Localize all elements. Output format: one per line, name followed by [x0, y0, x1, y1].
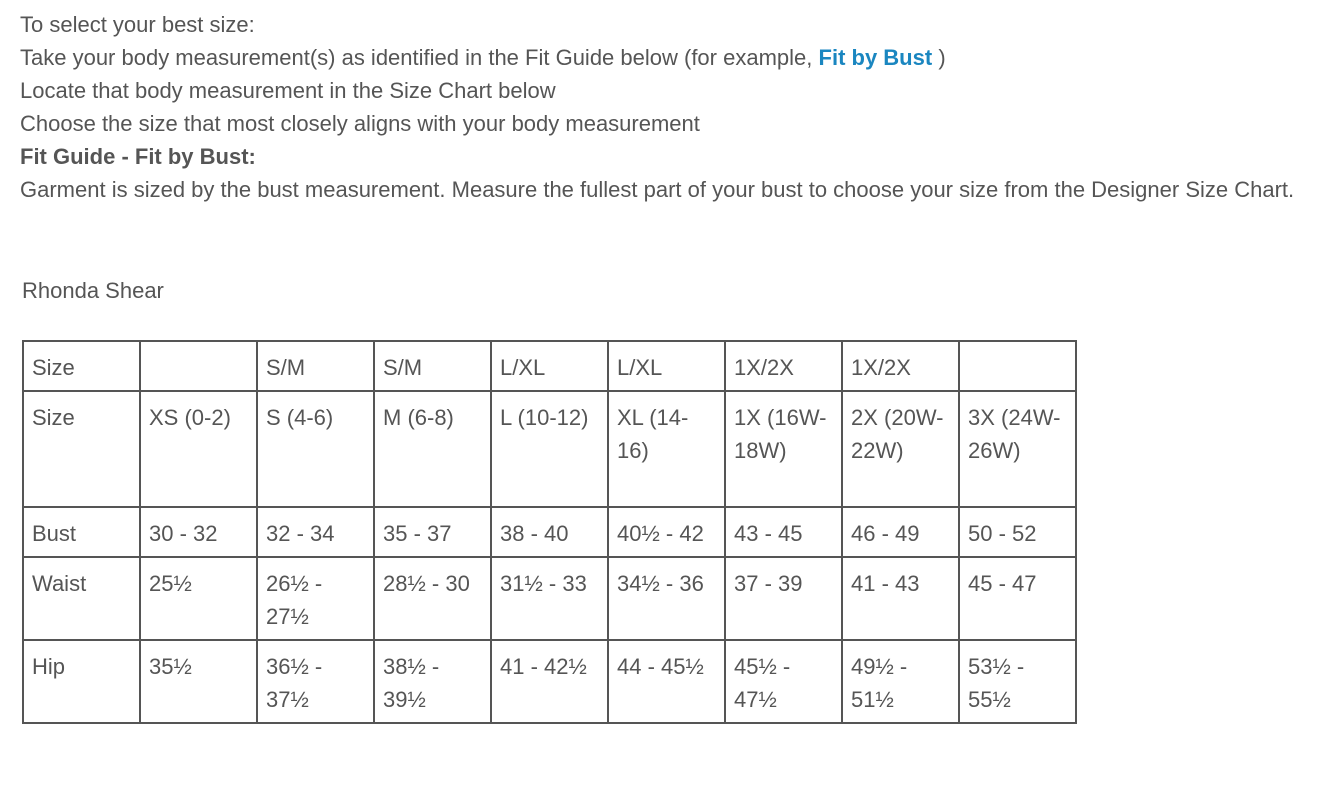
- size-row: [23, 391, 1076, 507]
- table-cell: XL (14-16): [608, 391, 725, 507]
- bust-row: [23, 507, 1076, 557]
- instruction-line-2-close: ): [938, 45, 946, 70]
- fit-guide-text: Garment is sized by the bust measurement. Measure the fullest part of your bust to choose your size from the Designer Size Chart.: [20, 177, 1295, 202]
- table-cell: 38½ - 39½: [374, 640, 491, 723]
- table-cell: 1X/2X: [842, 341, 959, 391]
- table-cell: [140, 341, 257, 391]
- table-cell: 45 - 47: [959, 557, 1076, 640]
- table-cell: 26½ - 27½: [257, 557, 374, 640]
- table-cell: 34½ - 36: [608, 557, 725, 640]
- row-label: Waist: [23, 557, 140, 640]
- table-cell: 3X (24W-26W): [959, 391, 1076, 507]
- hip-row: [23, 640, 1076, 723]
- table-cell: 44 - 45½: [608, 640, 725, 723]
- table-cell: 36½ - 37½: [257, 640, 374, 723]
- row-label: Size: [23, 341, 140, 391]
- table-cell: 32 - 34: [257, 507, 374, 557]
- table-cell: 50 - 52: [959, 507, 1076, 557]
- table-cell: 28½ - 30: [374, 557, 491, 640]
- size-instructions: [20, 8, 1310, 206]
- table-cell: S/M: [374, 341, 491, 391]
- table-cell: M (6-8): [374, 391, 491, 507]
- row-label: Hip: [23, 640, 140, 723]
- instruction-line-3: Locate that body measurement in the Size Chart below: [20, 78, 556, 103]
- table-cell: 43 - 45: [725, 507, 842, 557]
- fit-by-bust-link[interactable]: Fit by Bust: [818, 45, 933, 70]
- instruction-line-4: Choose the size that most closely aligns with your body measurement: [20, 111, 700, 136]
- row-label: Bust: [23, 507, 140, 557]
- table-cell: 40½ - 42: [608, 507, 725, 557]
- instruction-line-1: To select your best size:: [20, 12, 255, 37]
- table-cell: 45½ - 47½: [725, 640, 842, 723]
- table-cell: 49½ - 51½: [842, 640, 959, 723]
- table-cell: S (4-6): [257, 391, 374, 507]
- table-cell: 38 - 40: [491, 507, 608, 557]
- table-cell: 30 - 32: [140, 507, 257, 557]
- table-cell: 53½ - 55½: [959, 640, 1076, 723]
- instruction-line-2: [20, 41, 1310, 74]
- brand-name: Rhonda Shear: [22, 278, 164, 303]
- table-cell: [959, 341, 1076, 391]
- table-cell: 35 - 37: [374, 507, 491, 557]
- table-cell: 25½: [140, 557, 257, 640]
- row-label: Size: [23, 391, 140, 507]
- table-cell: XS (0-2): [140, 391, 257, 507]
- table-cell: S/M: [257, 341, 374, 391]
- fit-guide-heading: Fit Guide - Fit by Bust:: [20, 144, 256, 169]
- table-cell: 41 - 42½: [491, 640, 608, 723]
- table-cell: L/XL: [491, 341, 608, 391]
- table-cell: 46 - 49: [842, 507, 959, 557]
- table-cell: 2X (20W-22W): [842, 391, 959, 507]
- table-cell: 37 - 39: [725, 557, 842, 640]
- table-cell: L/XL: [608, 341, 725, 391]
- table-cell: L (10-12): [491, 391, 608, 507]
- table-cell: 41 - 43: [842, 557, 959, 640]
- waist-row: [23, 557, 1076, 640]
- instruction-line-2-text: Take your body measurement(s) as identified in the Fit Guide below (for example,: [20, 45, 813, 70]
- table-cell: 35½: [140, 640, 257, 723]
- size-group-row: [23, 341, 1076, 391]
- table-cell: 31½ - 33: [491, 557, 608, 640]
- size-chart-table: [22, 340, 1077, 724]
- table-cell: 1X (16W-18W): [725, 391, 842, 507]
- table-cell: 1X/2X: [725, 341, 842, 391]
